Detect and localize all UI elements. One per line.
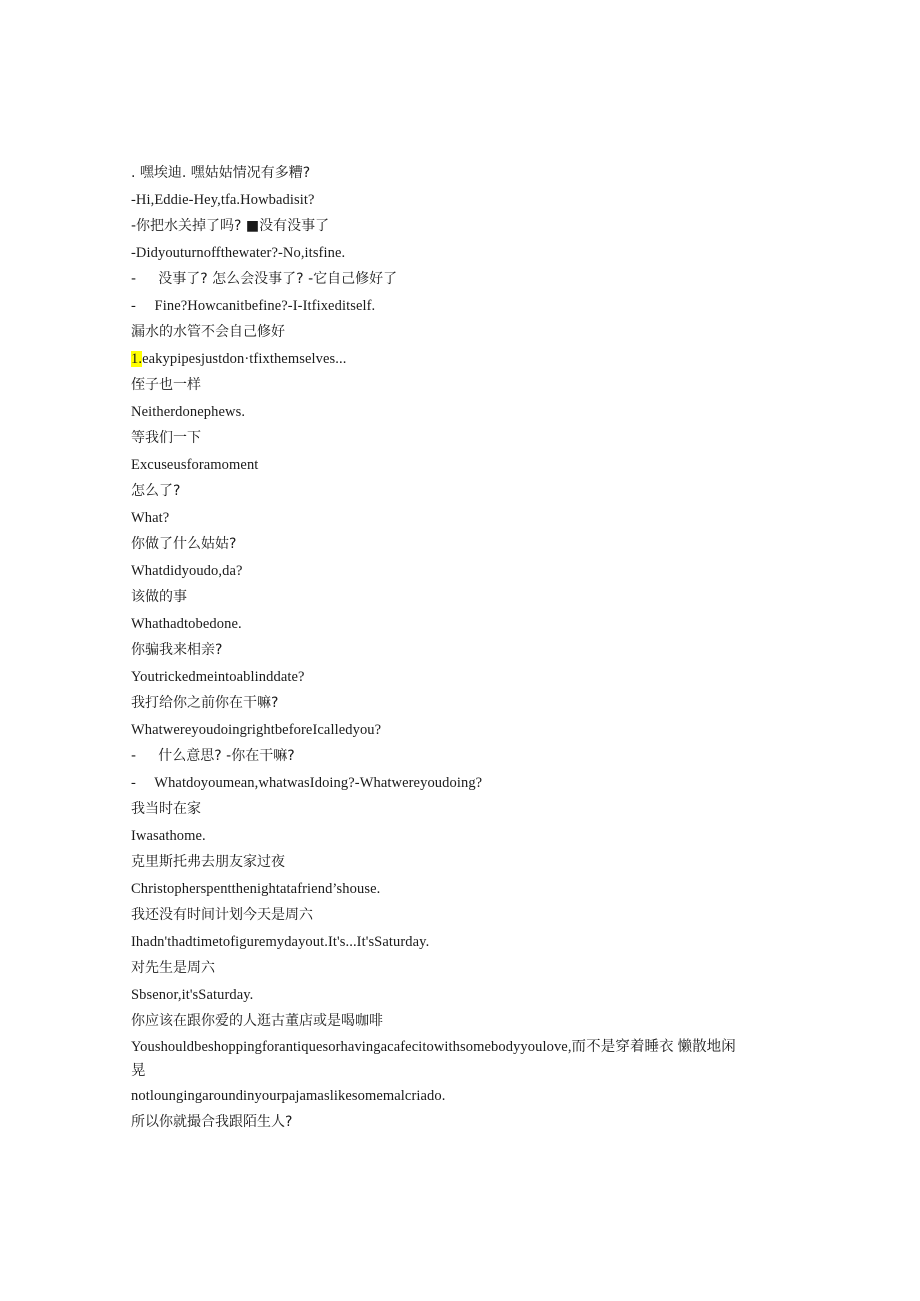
- text-line: Christopherspentthenightatafriend’shouse.: [131, 880, 381, 897]
- text-line: 你做了什么姑姑?: [131, 536, 237, 552]
- text-line: 怎么了?: [131, 483, 181, 499]
- text-line: Whathadtobedone.: [131, 615, 242, 632]
- text-line: WhatwereyoudoingrightbeforeIcalledyou?: [131, 721, 382, 738]
- text-line: 你应该在跟你爱的人逛古董店或是喝咖啡: [131, 1013, 383, 1029]
- subtitle-document: [131, 160, 771, 1136]
- text-line: Ihadn'thadtimetofiguremydayout.It's...It'sSaturday.: [131, 933, 430, 950]
- text-line: -Didyouturnoffthewater?-No,itsfine.: [131, 244, 346, 261]
- text-line-wrapped: Youshouldbeshoppingforantiquesorhavingacafecitowithsomebodyyoulove,而不是穿着睡衣 懒散地闲晃: [131, 1038, 736, 1079]
- text-line: 对先生是周六: [131, 960, 215, 976]
- text-line: Youtrickedmeintoablinddate?: [131, 668, 305, 685]
- text-line: What?: [131, 509, 170, 526]
- text-line: 等我们一下: [131, 430, 201, 446]
- text-line: - 什么意思? -你在干嘛?: [131, 748, 295, 764]
- text-line: 我当时在家: [131, 801, 201, 817]
- text-line: Excuseusforamoment: [131, 456, 259, 473]
- text-line: 我还没有时间计划今天是周六: [131, 907, 313, 923]
- highlight-mark: 1.: [131, 350, 143, 367]
- text-line: 该做的事: [131, 589, 187, 605]
- text-line: - Fine?Howcanitbefine?-I-Itfixeditself.: [131, 297, 376, 314]
- text-line: -你把水关掉了吗? ■没有没事了: [131, 218, 330, 234]
- text-line: 我打给你之前你在干嘛?: [131, 695, 279, 711]
- text-line: Neitherdonephews.: [131, 403, 246, 420]
- text-line: Iwasathome.: [131, 827, 206, 844]
- text-line: . 嘿埃迪. 嘿姑姑情况有多糟?: [131, 165, 311, 181]
- text-line: - 没事了? 怎么会没事了? -它自己修好了: [131, 271, 398, 287]
- text-line: 你骗我来相亲?: [131, 642, 223, 658]
- text-line: Sbsenor,it'sSaturday.: [131, 986, 254, 1003]
- text-line: 侄子也一样: [131, 377, 201, 393]
- text-line-rest: eakypipesjustdon·tfixthemselves...: [142, 350, 347, 367]
- text-line: - Whatdoyoumean,whatwasIdoing?-Whatwereyoudoing?: [131, 774, 483, 791]
- text-line: 克里斯托弗去朋友家过夜: [131, 854, 285, 870]
- text-line: 所以你就撮合我跟陌生人?: [131, 1114, 293, 1130]
- text-line: -Hi,Eddie-Hey,tfa.Howbadisit?: [131, 191, 315, 208]
- text-line: 漏水的水管不会自己修好: [131, 324, 285, 340]
- text-line: [131, 346, 771, 373]
- text-line: notloungingaroundinyourpajamaslikesomemalcriado.: [131, 1087, 446, 1104]
- text-line: Whatdidyoudo,da?: [131, 562, 243, 579]
